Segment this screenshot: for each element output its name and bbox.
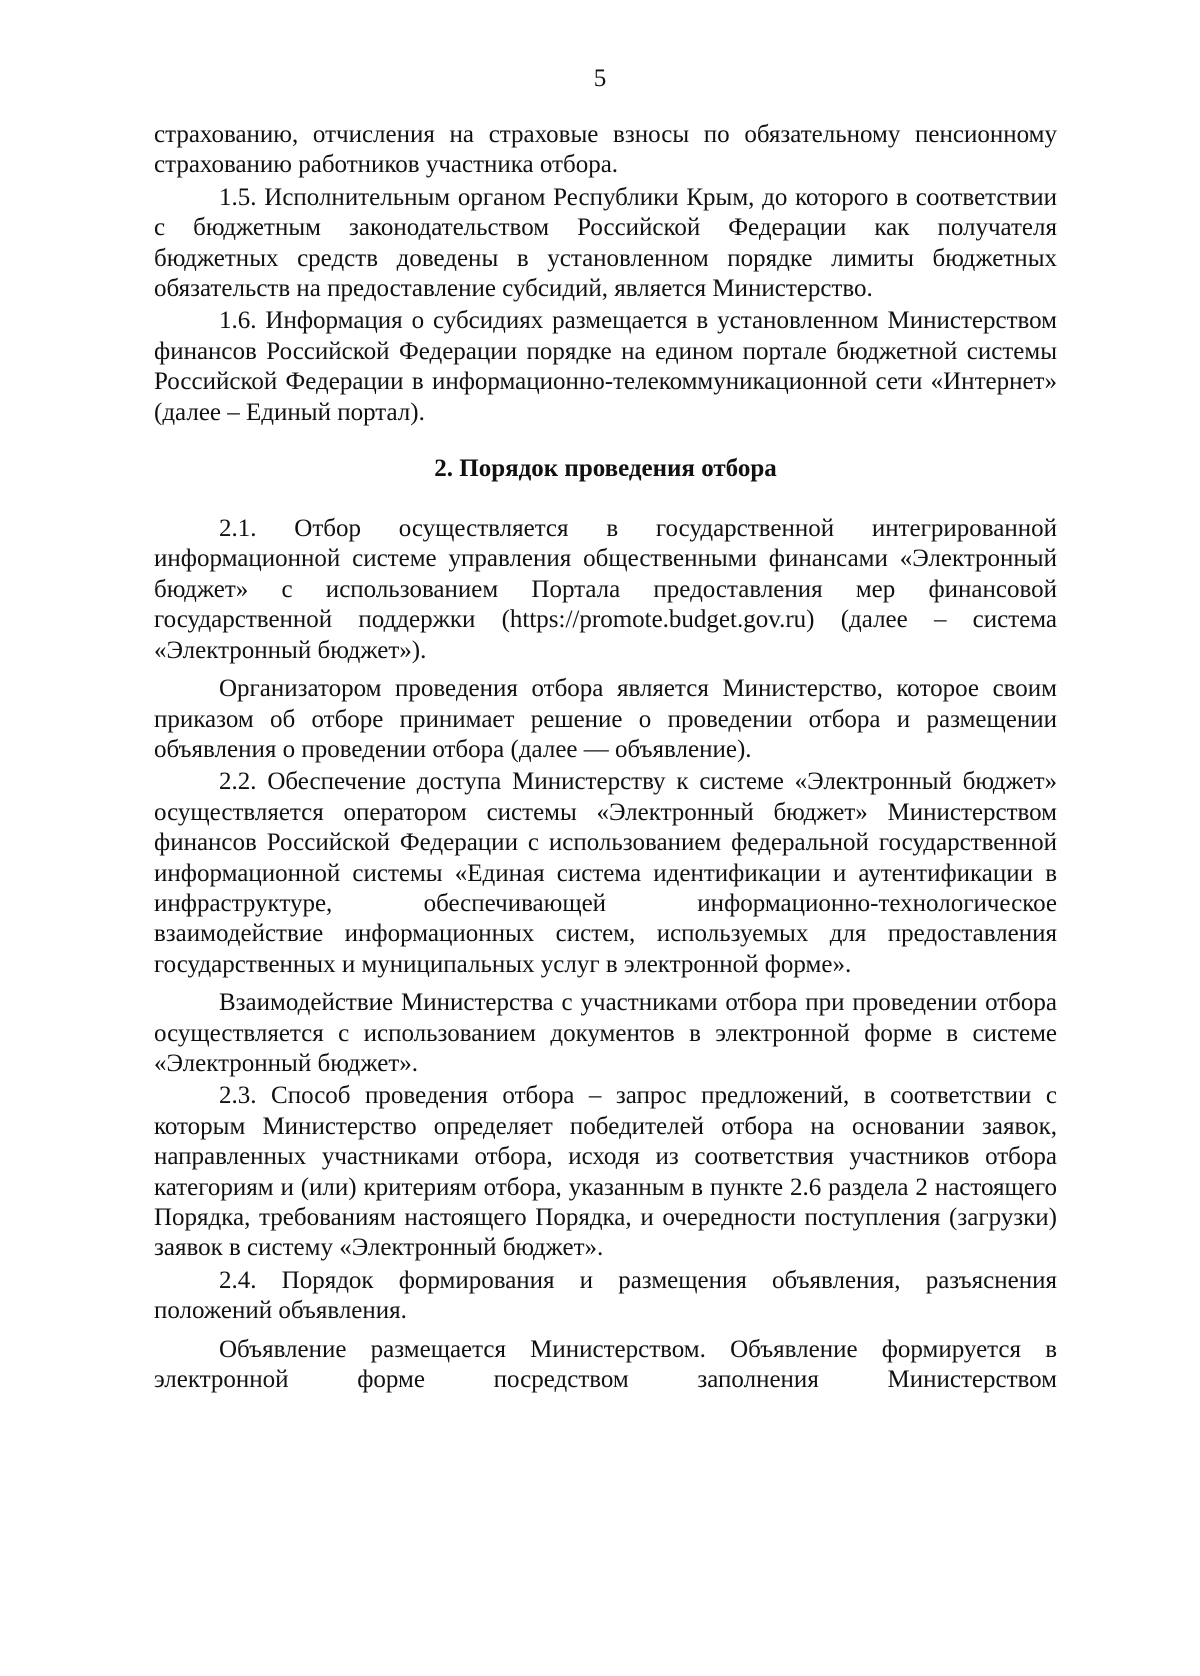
paragraph-2-2: 2.2. Обеспечение доступа Министерству к системе «Электронный бюджет» осуществляется оператором системы «Электронный бюджет» Министерством финансов Российской Федерации с использованием федеральной государственной информационной системы «Единая система идентификации и аутентификации в инфраструктуре, обеспечивающей информационно-технологическое взаимодействие информационных систем, используемых для предоставления государственных и муниципальных услуг в электронной форме». [154, 768, 1057, 978]
paragraph-2-4: 2.4. Порядок формирования и размещения объявления, разъяснения положений объявления. [154, 1266, 1057, 1325]
page-number: 5 [593, 65, 607, 92]
paragraph-2-1: 2.1. Отбор осуществляется в государственной интегрированной информационной системе управления общественными финансами «Электронный бюджет» с использованием Портала предоставления мер финансовой государственной поддержки (https://promote.budget.gov.ru) (далее – система «Электронный бюджет»). [154, 515, 1057, 664]
paragraph-announcement: Объявление размещается Министерством. Объявление формируется в электронной форме посредством заполнения Министерством [154, 1335, 1057, 1394]
paragraph-organizer: Организатором проведения отбора является Министерство, которое своим приказом об отборе принимает решение о проведении отбора и размещении объявления о проведении отбора (далее — объявление). [154, 675, 1057, 763]
section-heading: 2. Порядок проведения отбора [434, 455, 777, 483]
paragraph-2-3: 2.3. Способ проведения отбора – запрос предложений, в соответствии с которым Министерство определяет победителей отбора на основании заявок, направленных участниками отбора, исходя из соответствия участников отбора категориям и (или) критериям отбора, указанным в пункте 2.6 раздела 2 настоящего Порядка, требованиям настоящего Порядка, и очередности поступления (загрузки) заявок в систему «Электронный бюджет». [154, 1082, 1057, 1262]
paragraph-interaction: Взаимодействие Министерства с участниками отбора при проведении отбора осуществляется с использованием документов в электронной форме в системе «Электронный бюджет». [154, 989, 1057, 1077]
paragraph-1-6: 1.6. Информация о субсидиях размещается в установленном Министерством финансов Российской Федерации порядке на едином портале бюджетной системы Российской Федерации в информационно-телекоммуникационной сети «Интернет» (далее – Единый портал). [154, 307, 1057, 426]
paragraph-1-5: 1.5. Исполнительным органом Республики Крым, до которого в соответствии с бюджетным законодательством Российской Федерации как получателя бюджетных средств доведены в установленном порядке лимиты бюджетных обязательств на предоставление субсидий, является Министерство. [154, 183, 1057, 303]
document-body [154, 120, 1057, 1395]
paragraph-continuation: страхованию, отчисления на страховые взносы по обязательному пенсионному страхованию работников участника отбора. [154, 121, 1057, 179]
